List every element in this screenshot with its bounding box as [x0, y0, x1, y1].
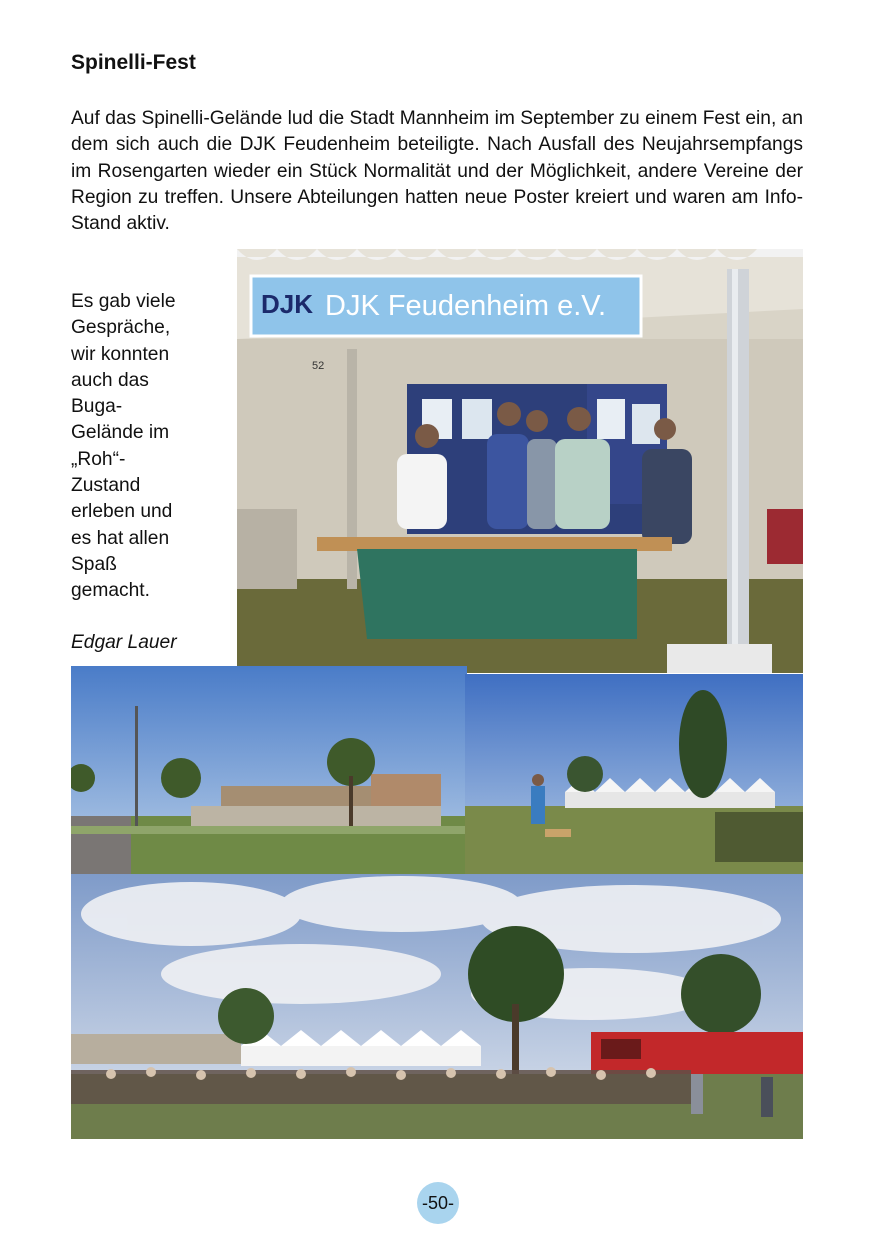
article-title: Spinelli-Fest [71, 51, 196, 74]
side-line: Gelände im [71, 422, 170, 444]
field-photo-left [71, 666, 467, 874]
side-line: es hat allen [71, 527, 170, 549]
cornhole-photo [465, 674, 803, 874]
booth-banner-text: DJK Feudenheim e.V. [325, 290, 607, 322]
side-line: erleben und [71, 501, 173, 523]
side-line: auch das [71, 369, 149, 391]
tent-number: 52 [312, 360, 325, 372]
side-line: „Roh“- [71, 448, 126, 470]
side-line: wir konnten [71, 343, 170, 365]
side-line: Gespräche, [71, 317, 171, 339]
article-author: Edgar Lauer [71, 632, 177, 653]
side-text [71, 289, 221, 605]
page-number: -50- [417, 1182, 459, 1224]
side-line: Buga- [71, 396, 123, 418]
side-line: Es gab viele [71, 291, 176, 312]
booth-photo [237, 249, 803, 673]
article-intro: Auf das Spinelli-Gelände lud die Stadt Mannheim im September zu einem Fest ein, an dem sich auch die DJK Feudenheim beteiligte. Nach Ausfall des Neujahrsempfangs im Rosengarten wieder ein Stück Normalität und der Möglichkeit, andere Vereine der Region zu treffen. Unsere Abteilungen hatten neue Poster kreiert und waren am Info-Stand aktiv. [71, 108, 803, 235]
banner-logo-left: DJK [261, 289, 314, 319]
side-line: Spaß [71, 553, 117, 575]
crowd-photo [71, 874, 803, 1139]
side-line: gemacht. [71, 580, 150, 602]
side-line: Zustand [71, 475, 141, 497]
